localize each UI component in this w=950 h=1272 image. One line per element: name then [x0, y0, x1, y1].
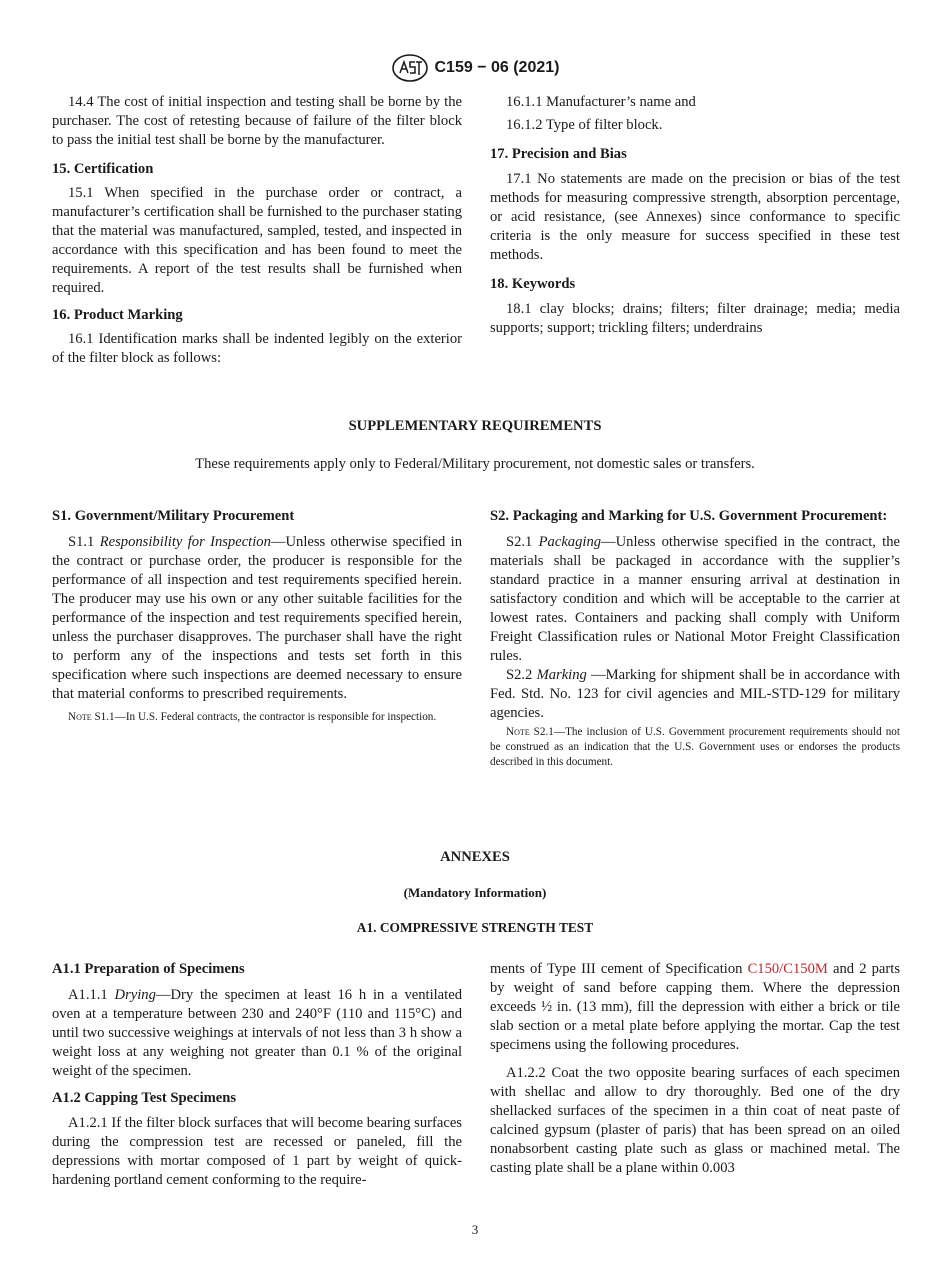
- s2-heading: S2. Packaging and Marking for U.S. Government Procurement:: [490, 508, 888, 524]
- a1-1-1-title: Drying: [114, 987, 156, 1003]
- heading-a1-2: A1.2 Capping Test Specimens: [52, 1090, 237, 1106]
- paragraph-s2-1: [490, 533, 900, 666]
- left-column-top: [52, 93, 462, 368]
- paragraph-16-1-1: 16.1.1 Manufacturer’s name and: [506, 94, 696, 110]
- paragraph-a1-2-2: A1.2.2 Coat the two opposite bearing surfaces of each specimen with shellac and allow to dry thoroughly. Bed one of the dry shellacked surfaces of the specimen in a thin coat of neat paste of calcined gypsum (plaster of paris) that has been spread on an oiled nonabsorbent casting plate such as glass or machined metal. The casting plate shall be a plane within 0.003: [490, 1065, 900, 1176]
- a1-right-column: [490, 960, 900, 1178]
- page-number: 3: [471, 1222, 479, 1237]
- a1-2-1-cont-text-1: ments of Type III cement of Specification: [490, 961, 748, 977]
- note-s1-1-text: S1.1—In U.S. Federal contracts, the contractor is responsible for inspection.: [91, 711, 437, 723]
- s2-2-text: —Marking for shipment shall be in accordance with Fed. Std. No. 123 for civil agencies and MIL-STD-129 for military agencies.: [490, 667, 900, 721]
- note-s2-1: [490, 725, 900, 770]
- astm-logo-icon: [391, 53, 429, 83]
- supplementary-title: SUPPLEMENTARY REQUIREMENTS: [348, 418, 602, 434]
- section-heading-16: 16. Product Marking: [52, 307, 183, 323]
- s2-column: [490, 507, 900, 770]
- s1-1-title: Responsibility for Inspection: [99, 534, 271, 550]
- note-s1-1-label: Note: [68, 711, 92, 723]
- c150-specification-link[interactable]: C150/C150M: [747, 961, 828, 977]
- document-designation: C159 − 06 (2021): [434, 59, 560, 76]
- paragraph-15-1: 15.1 When specified in the purchase order or contract, a manufacturer’s certification shall be furnished to the purchaser stating that the material was manufactured, sampled, tested, and inspected in accordance with this specification and has been found to meet the requirements. A report of the test results shall be furnished when required.: [52, 185, 462, 296]
- note-s2-1-text: S2.1—The inclusion of U.S. Government procurement requirements should not be construed as an indication that the U.S. Government uses or endorses the products described in this document.: [490, 726, 900, 768]
- paragraph-a1-1-1: [52, 986, 462, 1081]
- s1-column: [52, 507, 462, 725]
- paragraph-18-1: 18.1 clay blocks; drains; filters; filter drainage; media; media supports; support; trickling filters; underdrains: [490, 301, 900, 336]
- paragraph-17-1: 17.1 No statements are made on the precision or bias of the test methods for measuring compressive strength, absorption percentage, or acid resistance, (see Annexes) since conformance to specific criteria is the only measure for success specified in these test methods.: [490, 171, 900, 263]
- paragraph-14-4: 14.4 The cost of initial inspection and testing shall be borne by the purchaser. The cost of retesting because of failure of the filter block to pass the initial test shall be borne by the manufacturer.: [52, 94, 462, 148]
- annexes-subtitle: (Mandatory Information): [403, 885, 547, 900]
- note-s2-1-label: Note: [506, 726, 530, 738]
- s1-heading: S1. Government/Military Procurement: [52, 508, 295, 524]
- a1-left-column: [52, 960, 462, 1190]
- paragraph-s1-1: [52, 533, 462, 704]
- paragraph-16-1-2: 16.1.2 Type of filter block.: [506, 117, 663, 133]
- note-s1-1: [52, 710, 462, 725]
- a1-1-1-number: A1.1.1: [68, 987, 108, 1003]
- paragraph-a1-2-1-continued: [490, 960, 900, 1055]
- a1-2-1-cont-text-2: and 2 parts by weight of sand before capping them. Where the depression exceeds ½ in. (13 mm), fill the depression with either a brick or tile slab section or a metal plate before applying the mortar. Cap the test specimens using the following procedures.: [490, 961, 900, 1053]
- annex-a1-title: A1. COMPRESSIVE STRENGTH TEST: [356, 920, 594, 935]
- s2-1-title: Packaging: [538, 534, 602, 550]
- s1-1-text: —Unless otherwise specified in the contract or purchase order, the producer is responsible for the performance of all inspection and test requirements specified herein. The producer may use his own or any other suitable facilities for the performance of the inspection and test requirements specified herein, unless the purchaser disapproves. The purchaser shall have the right to perform any of the inspections and tests set forth in this specification where such inspections are deemed necessary to ensure that material conforms to prescribed requirements.: [52, 534, 462, 702]
- heading-a1-1: A1.1 Preparation of Specimens: [52, 961, 245, 977]
- s2-1-text: —Unless otherwise specified in the contract, the materials shall be packaged in accordance with the supplier’s standard practice in a manner ensuring arrival at destination in satisfactory condition and which will be acceptable to the carrier at lowest rates. Containers and packing shall comply with Uniform Freight Classification rules or National Motor Freight Classification rules.: [490, 534, 900, 664]
- supplementary-subtitle: These requirements apply only to Federal/Military procurement, not domestic sales or transfers.: [195, 456, 755, 472]
- paragraph-s2-2: [490, 666, 900, 723]
- s2-1-number: S2.1: [506, 534, 533, 550]
- s1-1-number: S1.1: [68, 534, 95, 550]
- section-heading-17: 17. Precision and Bias: [490, 146, 627, 162]
- page-header: [0, 53, 950, 83]
- paragraph-16-1: 16.1 Identification marks shall be indented legibly on the exterior of the filter block as follows:: [52, 331, 462, 366]
- a1-1-1-text: —Dry the specimen at least 16 h in a ventilated oven at a temperature between 230 and 240°F (110 and 115°C) and until two successive weighings at intervals of not less than 3 h show a weight loss at any weighing not greater than 0.1 % of the original weight of the specimen.: [52, 987, 462, 1079]
- section-heading-18: 18. Keywords: [490, 276, 576, 292]
- s2-2-title: Marking: [536, 667, 587, 683]
- right-column-top: [490, 93, 900, 338]
- section-heading-15: 15. Certification: [52, 161, 154, 177]
- annexes-title: ANNEXES: [440, 849, 510, 865]
- paragraph-a1-2-1: A1.2.1 If the filter block surfaces that will become bearing surfaces during the compression test are recessed or paneled, fill the depressions with mortar composed of 1 part by weight of quick-hardening portland cement conforming to the require-: [52, 1115, 462, 1188]
- s2-2-number: S2.2: [506, 667, 533, 683]
